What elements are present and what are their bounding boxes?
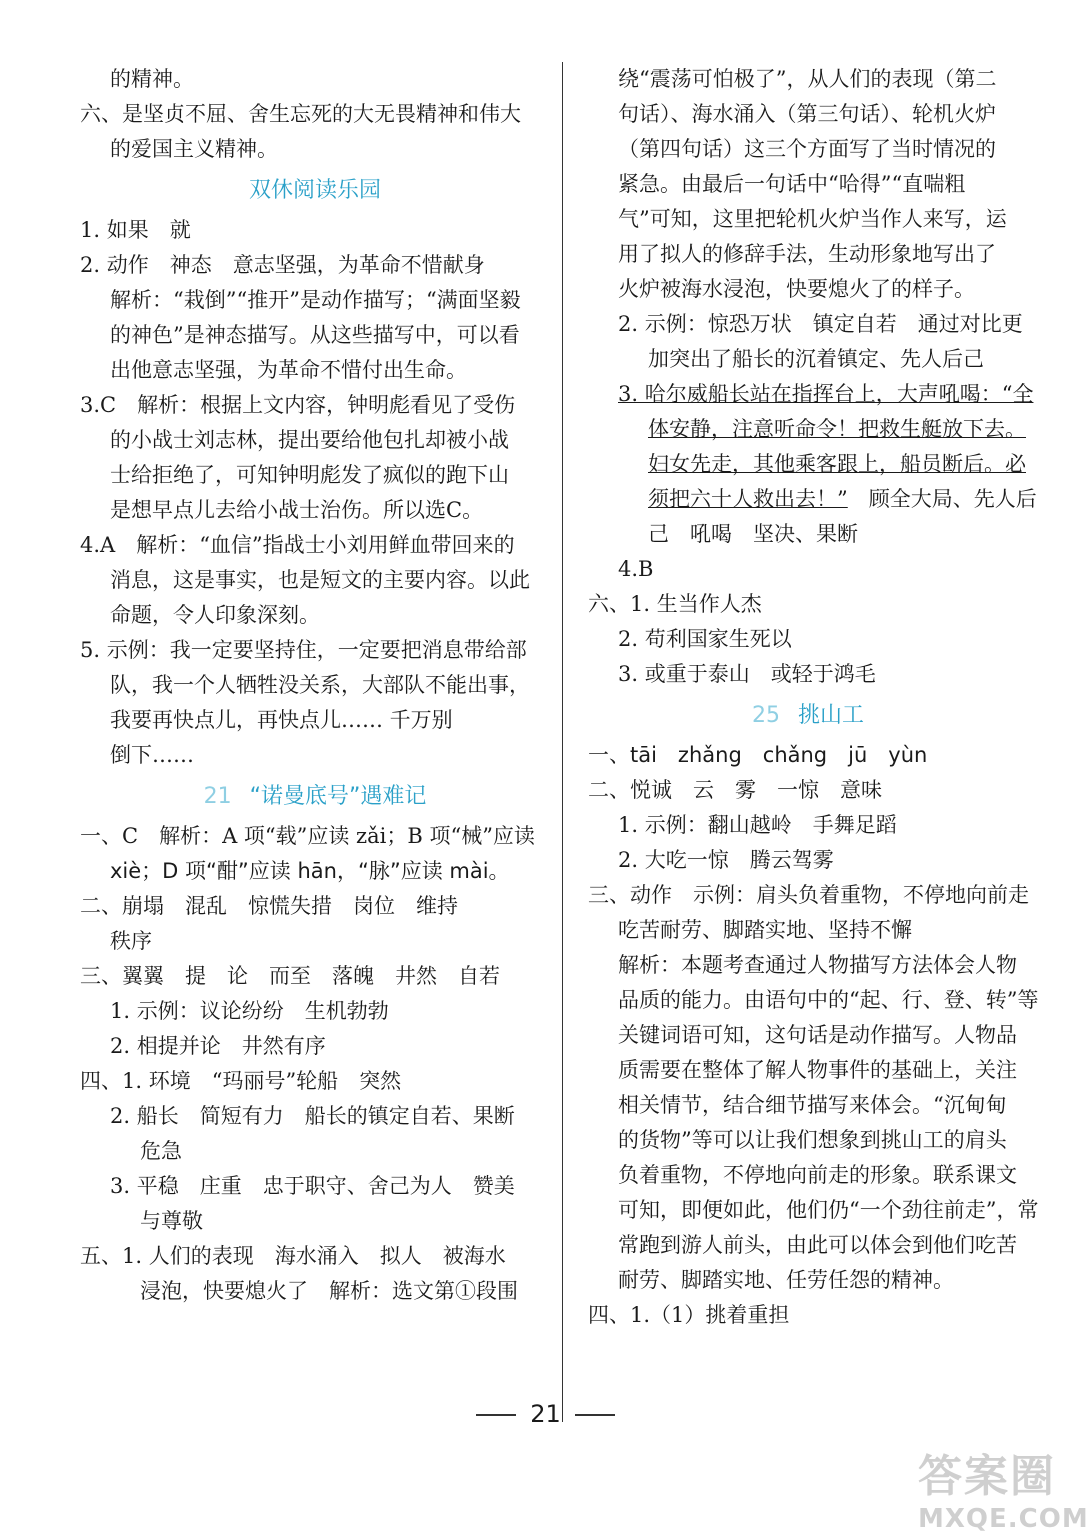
text-line: 的小战士刘志林，提出要给他包扎却被小战 [110, 428, 509, 452]
text-line: 的精神。 [110, 67, 194, 91]
text-line: 四、1.（1）挑着重担 [588, 1303, 790, 1327]
text-line: 4.B [618, 557, 654, 581]
text-line: 己 吼喝 坚决、果断 [648, 522, 858, 546]
text-line: 2. 动作 神态 意志坚强，为革命不惜献身 [80, 253, 485, 277]
text-line: 用了拟人的修辞手法，生动形象地写出了 [618, 242, 996, 266]
text-line: 相关情节，结合细节描写来体会。“沉甸甸 [618, 1093, 1007, 1117]
text-line: 一、C 解析：A 项“载”应读 zǎi；B 项“械”应读 [80, 824, 535, 848]
text-line: 解析：“栽倒”“推开”是动作描写；“满面坚毅 [110, 288, 521, 312]
text-line: 六、1. 生当作人杰 [588, 592, 762, 616]
text-line: 解析：本题考查通过人物描写方法体会人物 [618, 953, 1017, 977]
text-line: 2. 大吃一惊 腾云驾雾 [618, 848, 834, 872]
text-line: 须把六十人救出去！” 顾全大局、先人后 [648, 487, 1037, 511]
underlined-answer: 体安静，注意听命令！把救生艇放下去。 [648, 417, 1026, 441]
text-line: 3. 或重于泰山 或轻于鸿毛 [618, 662, 876, 686]
text-line: 是想早点儿去给小战士治伤。所以选C。 [110, 498, 484, 522]
text-line: 耐劳、脚踏实地、任劳任怨的精神。 [618, 1268, 954, 1292]
text-line: 命题，令人印象深刻。 [110, 603, 320, 627]
text-line: xiè；D 项“酣”应读 hān，“脉”应读 mài。 [110, 859, 510, 883]
watermark-logo: 答案圈 MXQE.COM [918, 1451, 1089, 1534]
left-column [80, 62, 550, 1309]
text-line: 3.C 解析：根据上文内容，钟明彪看见了受伤 [80, 393, 516, 417]
text-line: 句话）、海水涌入（第三句话）、轮机火炉 [618, 102, 996, 126]
text-line: 2. 相提并论 井然有序 [110, 1034, 326, 1058]
text-line: 1. 示例：翻山越岭 手舞足蹈 [618, 813, 897, 837]
underlined-answer: 妇女先走，其他乘客跟上，船员断后。必 [648, 452, 1026, 476]
text-line: 秩序 [110, 929, 152, 953]
text-line: 可知，即便如此，他们仍“一个劲往前走”，常 [618, 1198, 1039, 1222]
text-line: 与尊敬 [140, 1209, 203, 1233]
right-column [588, 62, 1039, 1333]
text-line: 吃苦耐劳、脚踏实地、坚持不懈 [618, 918, 912, 942]
text-line: 负着重物，不停地向前走的形象。联系课文 [618, 1163, 1017, 1187]
text-line: 队，我一个人牺牲没关系，大部队不能出事， [110, 673, 530, 697]
text-line: 的神色”是神态描写。从这些描写中，可以看 [110, 323, 520, 347]
text-line: 一、tāi zhǎng chǎng jū yùn [588, 743, 928, 767]
text-line: 1. 如果 就 [80, 218, 191, 242]
text-line: 的货物”等可以让我们想象到挑山工的肩头 [618, 1128, 1007, 1152]
underlined-answer: 3. 哈尔威船长站在指挥台上，大声吼喝：“全 [618, 382, 1034, 406]
text-line: 品质的能力。由语句中的“起、行、登、转”等 [618, 988, 1039, 1012]
text-line: （第四句话）这三个方面写了当时情况的 [618, 137, 996, 161]
text-line: 三、翼翼 提 论 而至 落魄 井然 自若 [80, 964, 500, 988]
text-line: 二、悦诚 云 雾 一惊 意味 [588, 778, 882, 802]
text-line: 2. 苟利国家生死以 [618, 627, 792, 651]
text-line: 2. 示例：惊恐万状 镇定自若 通过对比更 [618, 312, 1023, 336]
text-line: 气”可知，这里把轮机火炉当作人来写，运 [618, 207, 1007, 231]
text-line: 火炉被海水浸泡，快要熄火了的样子。 [618, 277, 975, 301]
page-number: 21 [0, 1400, 1091, 1428]
column-divider [562, 62, 563, 1422]
text-line: 紧急。由最后一句话中“哈得”“直喘粗 [618, 172, 966, 196]
text-line: 的爱国主义精神。 [110, 137, 278, 161]
text-line: 士给拒绝了，可知钟明彪发了疯似的跑下山 [110, 463, 509, 487]
text-line: 3. 平稳 庄重 忠于职守、舍己为人 赞美 [110, 1174, 515, 1198]
section-heading-21: 21 “诺曼底号”遇难记 [203, 784, 427, 809]
text-line: 三、动作 示例：肩头负着重物，不停地向前走 [588, 883, 1029, 907]
text-line: 加突出了船长的沉着镇定、先人后己 [648, 347, 984, 371]
section-heading-25: 25 挑山工 [751, 703, 864, 728]
text-line: 常跑到游人前头，由此可以体会到他们吃苦 [618, 1233, 1017, 1257]
text-line: 浸泡，快要熄火了 解析：选文第①段围 [140, 1279, 518, 1303]
text-line: 五、1. 人们的表现 海水涌入 拟人 被海水 [80, 1244, 506, 1268]
text-line: 关键词语可知，这句话是动作描写。人物品 [618, 1023, 1017, 1047]
text-line: 4.A 解析：“血信”指战士小刘用鲜血带回来的 [80, 533, 515, 557]
text-line: 危急 [140, 1139, 182, 1163]
text-line: 二、崩塌 混乱 惊慌失措 岗位 维持 [80, 894, 458, 918]
text-line: 我要再快点儿，再快点儿…… 千万别 [110, 708, 453, 732]
text-line: 倒下…… [110, 743, 194, 767]
text-line: 质需要在整体了解人物事件的基础上，关注 [618, 1058, 1017, 1082]
text-line: 1. 示例：议论纷纷 生机勃勃 [110, 999, 389, 1023]
text-line: 绕“震荡可怕极了”，从人们的表现（第二 [618, 67, 997, 91]
text-line: 5. 示例：我一定要坚持住，一定要把消息带给部 [80, 638, 527, 662]
text-line: 消息，这是事实，也是短文的主要内容。以此 [110, 568, 530, 592]
text-line: 六、是坚贞不屈、舍生忘死的大无畏精神和伟大 [80, 102, 521, 126]
section-heading-reading: 双休阅读乐园 [248, 178, 381, 203]
text-line: 四、1. 环境 “玛丽号”轮船 突然 [80, 1069, 402, 1093]
text-line: 出他意志坚强，为革命不惜付出生命。 [110, 358, 467, 382]
text-line: 2. 船长 简短有力 船长的镇定自若、果断 [110, 1104, 515, 1128]
